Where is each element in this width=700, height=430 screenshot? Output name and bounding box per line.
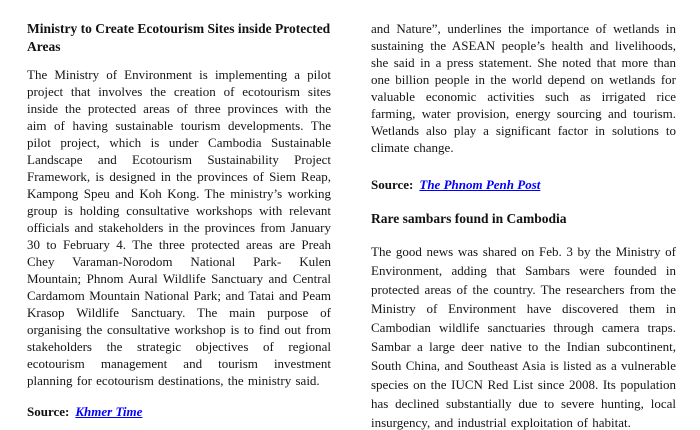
sambars-article-paragraph: The good news was shared on Feb. 3 by the Ministry of Environment, adding that Sambars were founded in protected areas of the country. The researchers from the Ministry of Environment have discovered them in Cambodian wildlife sanctuaries through camera traps. Sambar a large deer native to the Indian subcontinent, South China, and Southeast Asia is listed as a vulnerable species on the IUCN Red List since 2008. Its population has declined substantially due to severe hunting, local insurgency, and industrial exploitation of habitat.	[371, 243, 676, 430]
right-column	[371, 20, 676, 430]
khmer-time-source-line	[27, 403, 331, 420]
phnom-penh-post-link[interactable]: The Phnom Penh Post	[419, 177, 541, 192]
ecotourism-article-paragraph: The Ministry of Environment is implementing a pilot project that involves the creation of ecotourism sites inside the protected areas of three provinces with the aim of having sustainable tourism developments. The pilot project, which is under Cambodia Sustainable Landscape and Ecotourism Sustainability Project Framework, is designed in the provinces of Siem Reap, Kampong Speu and Koh Kong. The ministry’s working group is holding consultative workshops with relevant officials and stakeholders in the provinces from January 30 to February 4. The three protected areas are Preah Chey Varaman-Norodom National Park- Kulen Mountain; Phnom Aural Wildlife Sanctuary and Central Cardamom Mountain National Park; and Tatai and Peam Krasop Wildlife Sanctuary. The main purpose of organising the consultative workshop is to find out from stakeholders the strategic objectives of regional ecotourism management and tourism investment planning for ecotourism destinations, the ministry said.	[27, 67, 331, 388]
khmer-time-link[interactable]: Khmer Time	[75, 404, 143, 419]
source-label: Source:	[27, 404, 70, 419]
left-column	[27, 20, 331, 430]
wetlands-article-paragraph: and Nature”, underlines the importance of wetlands in sustaining the ASEAN people’s health and livelihoods, she said in a press statement. She noted that more than one billion people in the world depend on wetlands for valuable economic activities such as irrigated rice farming, water provision, energy sourcing and tourism. Wetlands also play a significant factor in solutions to climate change.	[371, 21, 676, 155]
ecotourism-article-heading: Ministry to Create Ecotourism Sites inside Protected Areas	[27, 21, 331, 54]
sambars-article-heading: Rare sambars found in Cambodia	[371, 211, 567, 226]
phnom-penh-post-source-line	[371, 176, 676, 193]
source-label: Source:	[371, 177, 414, 192]
